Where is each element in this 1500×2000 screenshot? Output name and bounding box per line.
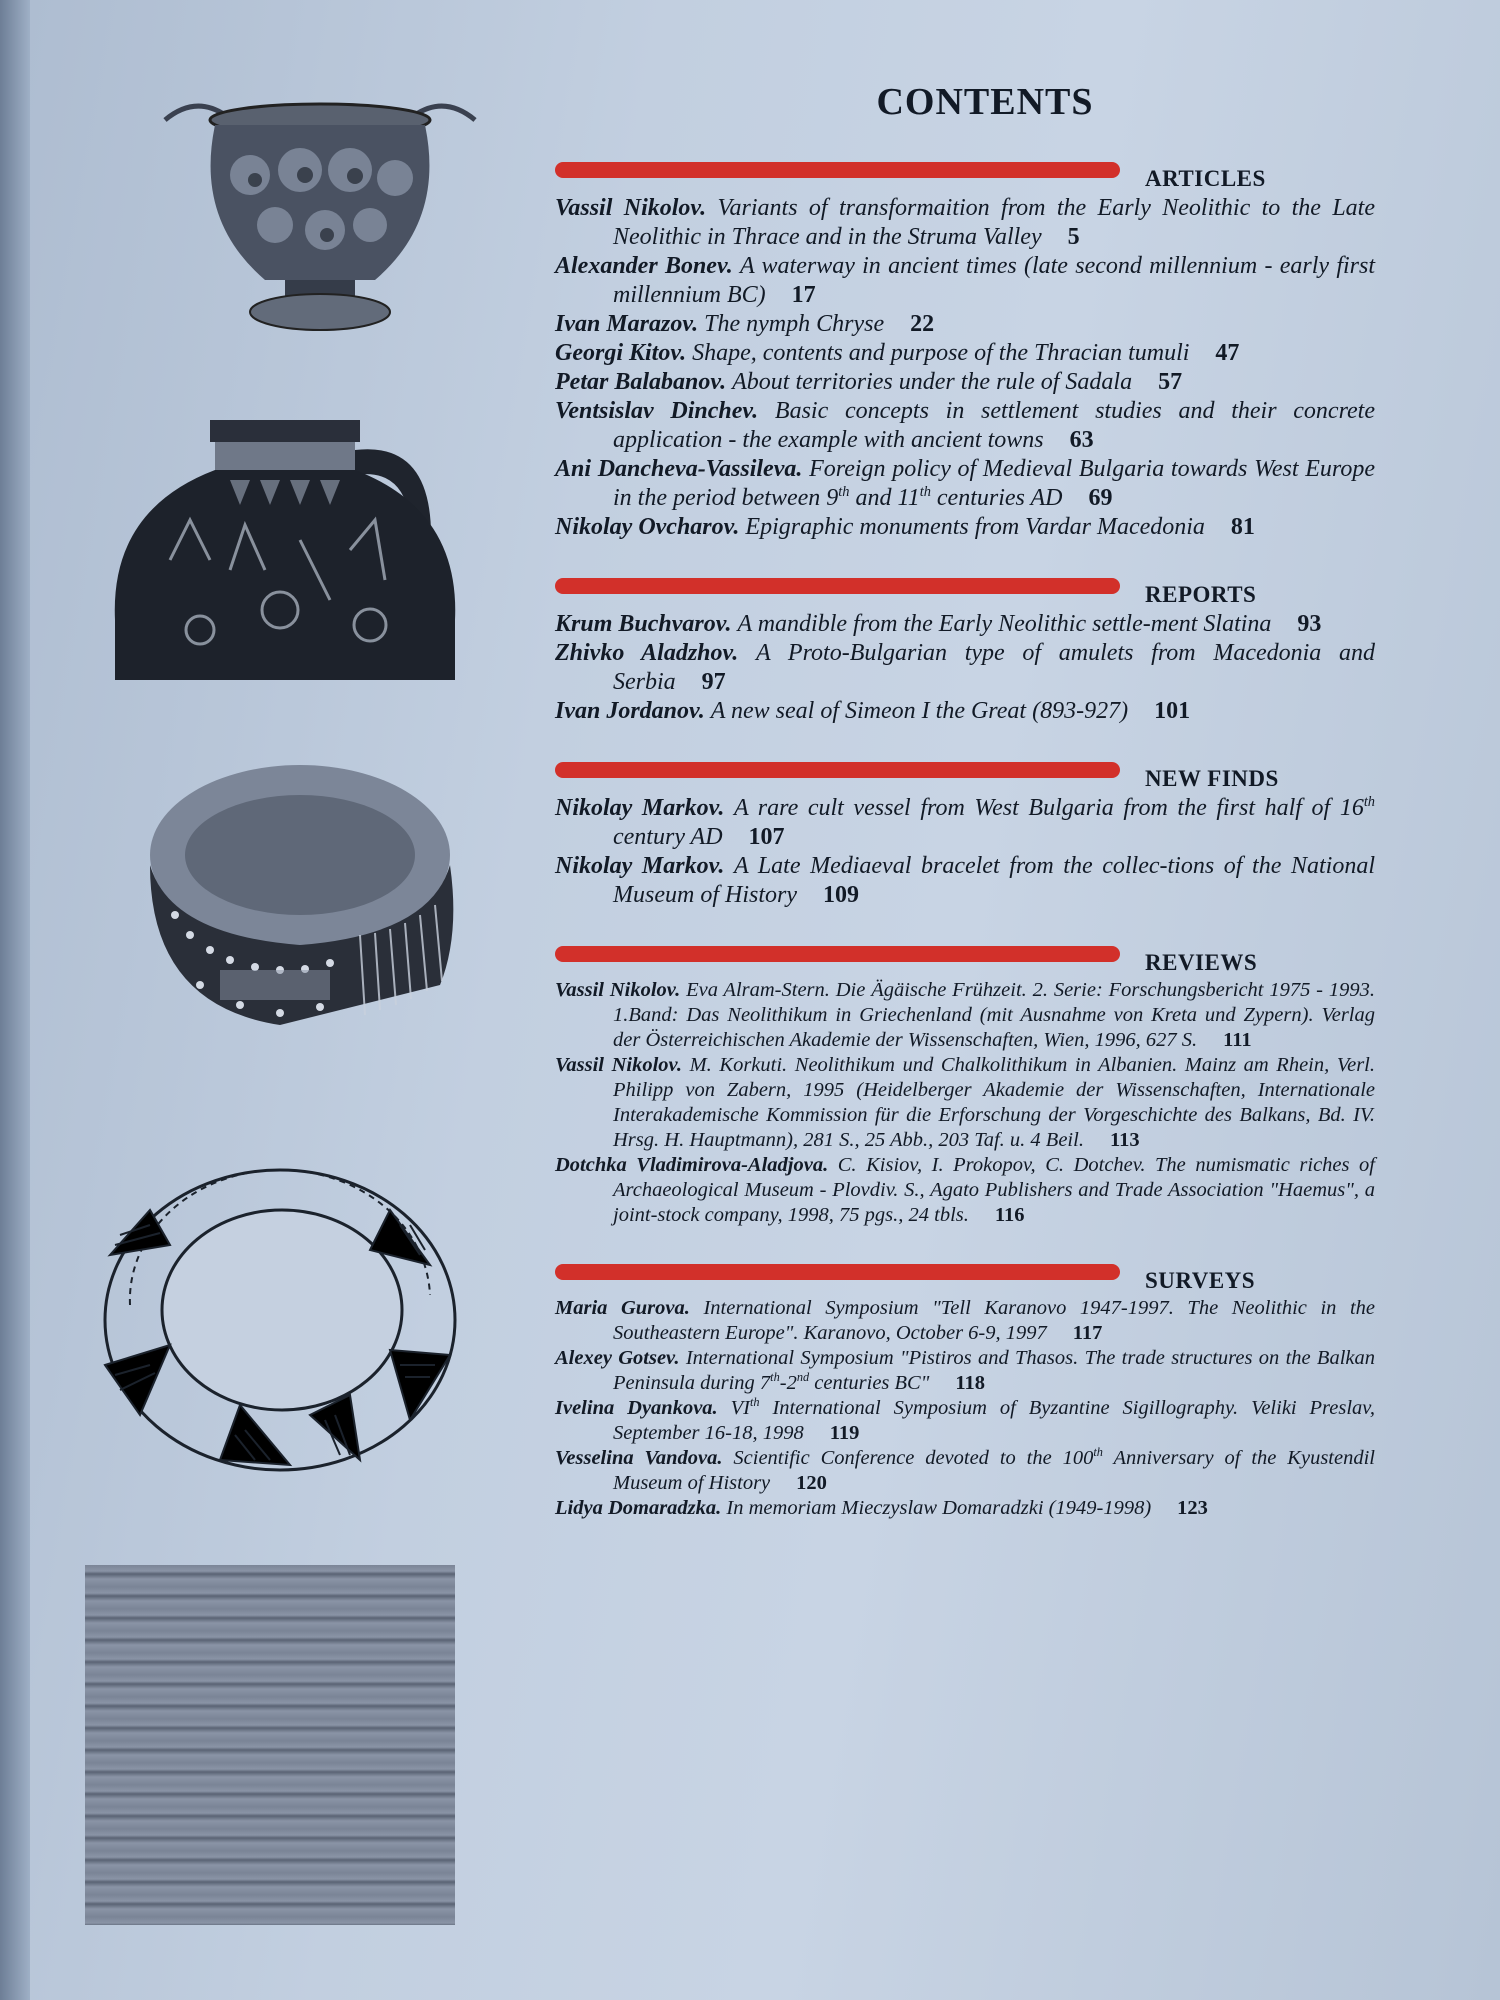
contents-entry bbox=[555, 1496, 1375, 1521]
entry-author: Nikolay Markov. bbox=[555, 795, 734, 821]
painted-vase-illustration bbox=[110, 420, 470, 680]
entry-title: Shape, contents and purpose of the Thracian tumuli bbox=[692, 340, 1190, 366]
section-label: NEW FINDS bbox=[1145, 766, 1279, 791]
section-label: SURVEYS bbox=[1145, 1268, 1256, 1293]
entry-page-number: 123 bbox=[1177, 1497, 1208, 1519]
section-header bbox=[555, 1254, 1375, 1296]
contents-entry bbox=[555, 455, 1375, 513]
entry-author: Vassil Nikolov. bbox=[555, 1054, 690, 1076]
section-header bbox=[555, 936, 1375, 978]
section-divider-bar bbox=[555, 162, 1120, 178]
entry-page-number: 17 bbox=[791, 282, 816, 308]
entry-author: Maria Gurova. bbox=[555, 1297, 704, 1319]
entry-author: Ivan Jordanov. bbox=[555, 698, 711, 724]
entry-page-number: 93 bbox=[1297, 611, 1322, 637]
entry-page-number: 109 bbox=[822, 882, 859, 908]
entry-page-number: 111 bbox=[1223, 1029, 1252, 1051]
page bbox=[30, 0, 1500, 2000]
contents-entry bbox=[555, 339, 1375, 368]
entry-page-number: 119 bbox=[829, 1422, 860, 1444]
entry-title: A rare cult vessel from West Bulgaria from the first half of 16th century AD bbox=[613, 794, 1376, 850]
entry-author: Nikolay Ovcharov. bbox=[555, 514, 746, 540]
entry-title: The nymph Chryse bbox=[704, 311, 885, 337]
section-header bbox=[555, 152, 1375, 194]
entry-page-number: 47 bbox=[1215, 340, 1240, 366]
entry-page-number: 118 bbox=[955, 1372, 985, 1394]
entry-author: Vesselina Vandova. bbox=[555, 1447, 734, 1469]
entry-page-number: 5 bbox=[1067, 224, 1080, 250]
entry-page-number: 116 bbox=[994, 1204, 1025, 1226]
contents-entry bbox=[555, 852, 1375, 910]
section-surveys bbox=[555, 1254, 1375, 1521]
contents-title: CONTENTS bbox=[876, 81, 1094, 123]
entry-page-number: 113 bbox=[1109, 1129, 1140, 1151]
silver-cup-illustration bbox=[155, 90, 485, 340]
section-divider-bar bbox=[555, 1264, 1120, 1280]
contents-entry bbox=[555, 978, 1375, 1053]
entry-page-number: 22 bbox=[910, 311, 935, 337]
entry-page-number: 81 bbox=[1230, 514, 1255, 540]
sections-container bbox=[555, 152, 1375, 1521]
contents-entry bbox=[555, 1346, 1375, 1396]
section-divider-bar bbox=[555, 946, 1120, 962]
entry-title: VIth International Symposium of Byzantine Sigillography. Veliki Preslav, September 16-18, 1998 bbox=[613, 1395, 1376, 1444]
book-spine bbox=[0, 0, 30, 2000]
entry-title: A new seal of Simeon I the Great (893-927) bbox=[710, 698, 1129, 724]
entry-author: Dotchka Vladimirova-Aladjova. bbox=[555, 1154, 838, 1176]
entry-author: Alexey Gotsev. bbox=[555, 1347, 686, 1369]
entry-title: C. Kisiov, I. Prokopov, C. Dotchev. The numismatic riches of Archaeological Museum - Plovdiv. S., Agato Publishers and Trade Association "Haemus", a joint-stock company, 1998, 75 pgs., 24 tbls. bbox=[613, 1154, 1375, 1226]
contents-entry bbox=[555, 513, 1375, 542]
section-header bbox=[555, 752, 1375, 794]
entry-title: Eva Alram-Stern. Die Ägäische Frühzeit. 2. Serie: Forschungsbericht 1975 - 1993. 1.Band: Das Neolithikum in Griechenland (mit Ausnahme von Kreta und Zypern). Verlag der Österreichischen Akademie der Wissenschaften, Wien, 1996, 627 S. bbox=[613, 979, 1375, 1051]
contents-entry bbox=[555, 310, 1375, 339]
contents-entry bbox=[555, 1296, 1375, 1346]
entry-title: About territories under the rule of Sadala bbox=[732, 369, 1133, 395]
contents-entry bbox=[555, 252, 1375, 310]
entry-author: Ventsislav Dinchev. bbox=[555, 398, 775, 424]
entry-title: A Proto-Bulgarian type of amulets from Macedonia and Serbia bbox=[613, 640, 1376, 695]
entry-title: International Symposium "Pistiros and Thasos. The trade structures on the Balkan Peninsula during 7th-2nd centuries BC" bbox=[613, 1347, 1375, 1394]
entry-author: Lidya Domaradzka. bbox=[555, 1497, 727, 1519]
contents-entry bbox=[555, 1153, 1375, 1228]
entry-title: Variants of transformaition from the Early Neolithic to the Late Neolithic in Thrace and in the Struma Valley bbox=[613, 195, 1376, 250]
entry-author: Nikolay Markov. bbox=[555, 853, 734, 879]
bracelet-illustration bbox=[130, 755, 460, 1055]
entry-page-number: 107 bbox=[748, 824, 785, 850]
entry-author: Krum Buchvarov. bbox=[555, 611, 738, 637]
section-articles bbox=[555, 152, 1375, 542]
entry-page-number: 63 bbox=[1069, 427, 1094, 453]
entry-author: Alexander Bonev. bbox=[555, 253, 741, 279]
entry-title: Epigraphic monuments from Vardar Macedonia bbox=[745, 514, 1205, 540]
contents-entry bbox=[555, 1396, 1375, 1446]
entry-author: Ivan Marazov. bbox=[555, 311, 705, 337]
entry-title: Scientific Conference devoted to the 100th Anniversary of the Kyustendil Museum of History bbox=[613, 1445, 1375, 1494]
entry-page-number: 101 bbox=[1154, 698, 1191, 724]
entry-title: Foreign policy of Medieval Bulgaria towards West Europe in the period between 9th and 11th centuries AD bbox=[613, 456, 1375, 511]
entry-page-number: 120 bbox=[796, 1472, 827, 1494]
section-reviews bbox=[555, 936, 1375, 1228]
section-label: ARTICLES bbox=[1145, 166, 1266, 191]
contents-entry bbox=[555, 610, 1375, 639]
contents-entry bbox=[555, 639, 1375, 697]
entry-page-number: 57 bbox=[1158, 369, 1183, 395]
contents-entry bbox=[555, 794, 1375, 852]
entry-author: Georgi Kitov. bbox=[555, 340, 693, 366]
section-divider-bar bbox=[555, 762, 1120, 778]
contents-entry bbox=[555, 1446, 1375, 1496]
entry-author: Vassil Nikolov. bbox=[555, 979, 687, 1001]
entry-page-number: 97 bbox=[701, 669, 726, 695]
entry-author: Ani Dancheva-Vassileva. bbox=[555, 456, 810, 482]
inscription-stone-illustration bbox=[85, 1565, 455, 1925]
contents-entry bbox=[555, 397, 1375, 455]
contents-entry bbox=[555, 697, 1375, 726]
section-label: REVIEWS bbox=[1145, 950, 1258, 975]
entry-title: Basic concepts in settlement studies and their concrete application - the example with ancient towns bbox=[613, 398, 1375, 453]
section-divider-bar bbox=[555, 578, 1120, 594]
section-reports bbox=[555, 568, 1375, 726]
entry-title: A waterway in ancient times (late second millennium - early first millennium BC) bbox=[613, 253, 1376, 308]
contents-entry bbox=[555, 1053, 1375, 1153]
entry-author: Petar Balabanov. bbox=[555, 369, 733, 395]
contents-entry bbox=[555, 368, 1375, 397]
entry-title: A Late Mediaeval bracelet from the collec-tions of the National Museum of History bbox=[613, 853, 1375, 908]
entry-title: In memoriam Mieczyslaw Domaradzki (1949-1998) bbox=[726, 1497, 1152, 1519]
entry-title: M. Korkuti. Neolithikum und Chalkolithikum in Albanien. Mainz am Rhein, Verl. Philipp von Zabern, 1995 (Heidelberger Akademie der Wissenschaften, Internationale Interakademische Kommission für die Erforschung der Vorgeschichte des Balkans, Bd. IV. Hrsg. H. Hauptmann), 281 S., 25 Abb., 203 Taf. u. 4 Beil. bbox=[613, 1054, 1375, 1151]
entry-title: A mandible from the Early Neolithic settle-ment Slatina bbox=[737, 611, 1272, 637]
entry-title: International Symposium "Tell Karanovo 1947-1997. The Neolithic in the Southeastern Europe". Karanovo, October 6-9, 1997 bbox=[613, 1297, 1376, 1344]
section-new-finds bbox=[555, 752, 1375, 910]
entry-page-number: 117 bbox=[1072, 1322, 1103, 1344]
entry-author: Vassil Nikolov. bbox=[555, 195, 718, 221]
section-label: REPORTS bbox=[1145, 582, 1257, 607]
contents-entry bbox=[555, 194, 1375, 252]
entry-author: Ivelina Dyankova. bbox=[555, 1397, 731, 1419]
entry-page-number: 69 bbox=[1088, 485, 1113, 511]
contents-list bbox=[555, 80, 1375, 1521]
ring-drawing-illustration bbox=[90, 1115, 470, 1480]
section-header bbox=[555, 568, 1375, 610]
entry-author: Zhivko Aladzhov. bbox=[555, 640, 756, 666]
